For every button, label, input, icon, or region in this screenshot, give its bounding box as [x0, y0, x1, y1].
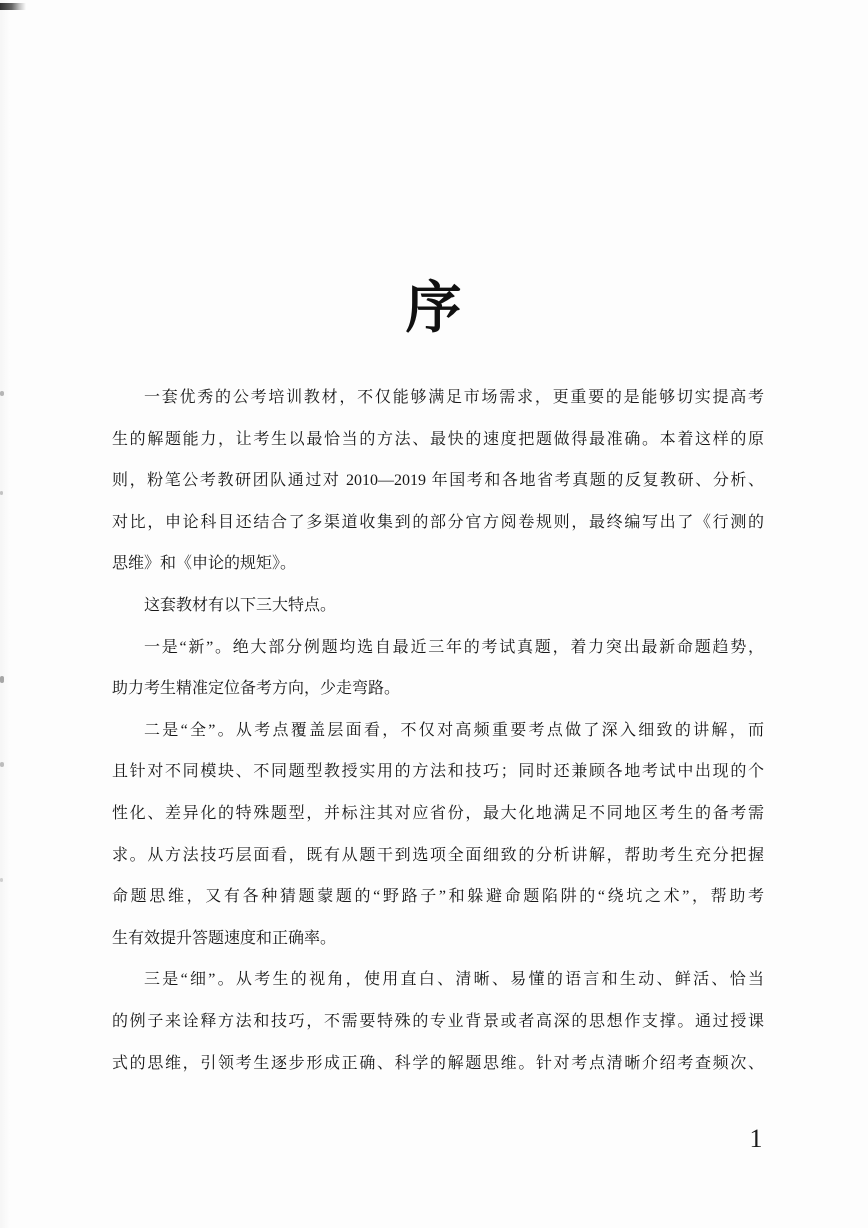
text-line: 对比，申论科目还结合了多渠道收集到的部分官方阅卷规则，最终编写出了《行测的 [112, 513, 764, 531]
text-line: 则，粉笔公考教研团队通过对 2010—2019 年国考和各地省考真题的反复教研、分析、 [112, 472, 764, 490]
text-line: 式的思维，引领考生逐步形成正确、科学的解题思维。针对考点清晰介绍考查频次、 [112, 1054, 764, 1072]
text-line: 二是“全”。从考点覆盖层面看，不仅对高频重要考点做了深入细致的讲解，而 [144, 721, 764, 739]
text-line: 助力考生精准定位备考方向，少走弯路。 [112, 680, 401, 698]
text-line: 生的解题能力，让考生以最恰当的方法、最快的速度把题做得最准确。本着这样的原 [112, 430, 764, 448]
page-title: 序 [405, 275, 463, 341]
body-text [112, 377, 764, 1084]
scan-artifact [0, 3, 26, 10]
text-line: 思维》和《申论的规矩》。 [112, 555, 297, 573]
scan-artifact [0, 762, 4, 767]
text-line: 求。从方法技巧层面看，既有从题干到选项全面细致的分析讲解，帮助考生充分把握 [112, 846, 764, 864]
text-line: 性化、差异化的特殊题型，并标注其对应省份，最大化地满足不同地区考生的备考需 [112, 804, 764, 822]
scan-artifact [0, 878, 3, 882]
text-line: 这套教材有以下三大特点。 [144, 596, 337, 614]
scan-artifact [0, 391, 4, 396]
text-line: 一套优秀的公考培训教材，不仅能够满足市场需求，更重要的是能够切实提高考 [144, 389, 764, 406]
page-number: 1 [749, 1124, 763, 1153]
text-line: 一是“新”。绝大部分例题均选自最近三年的考试真题，着力突出最新命题趋势， [144, 638, 764, 656]
text-line: 命题思维，又有各种猜题蒙题的“野路子”和躲避命题陷阱的“绕坑之术”，帮助考 [112, 888, 764, 906]
scan-artifact [0, 491, 3, 495]
text-line: 的例子来诠释方法和技巧，不需要特殊的专业背景或者高深的思想作支撑。通过授课 [112, 1012, 764, 1030]
text-line: 生有效提升答题速度和正确率。 [112, 929, 337, 947]
text-line: 三是“细”。从考生的视角，使用直白、清晰、易懂的语言和生动、鲜活、恰当 [144, 971, 764, 989]
scan-artifact [0, 676, 4, 683]
text-line: 且针对不同模块、不同题型教授实用的方法和技巧；同时还兼顾各地考试中出现的个 [112, 763, 764, 781]
